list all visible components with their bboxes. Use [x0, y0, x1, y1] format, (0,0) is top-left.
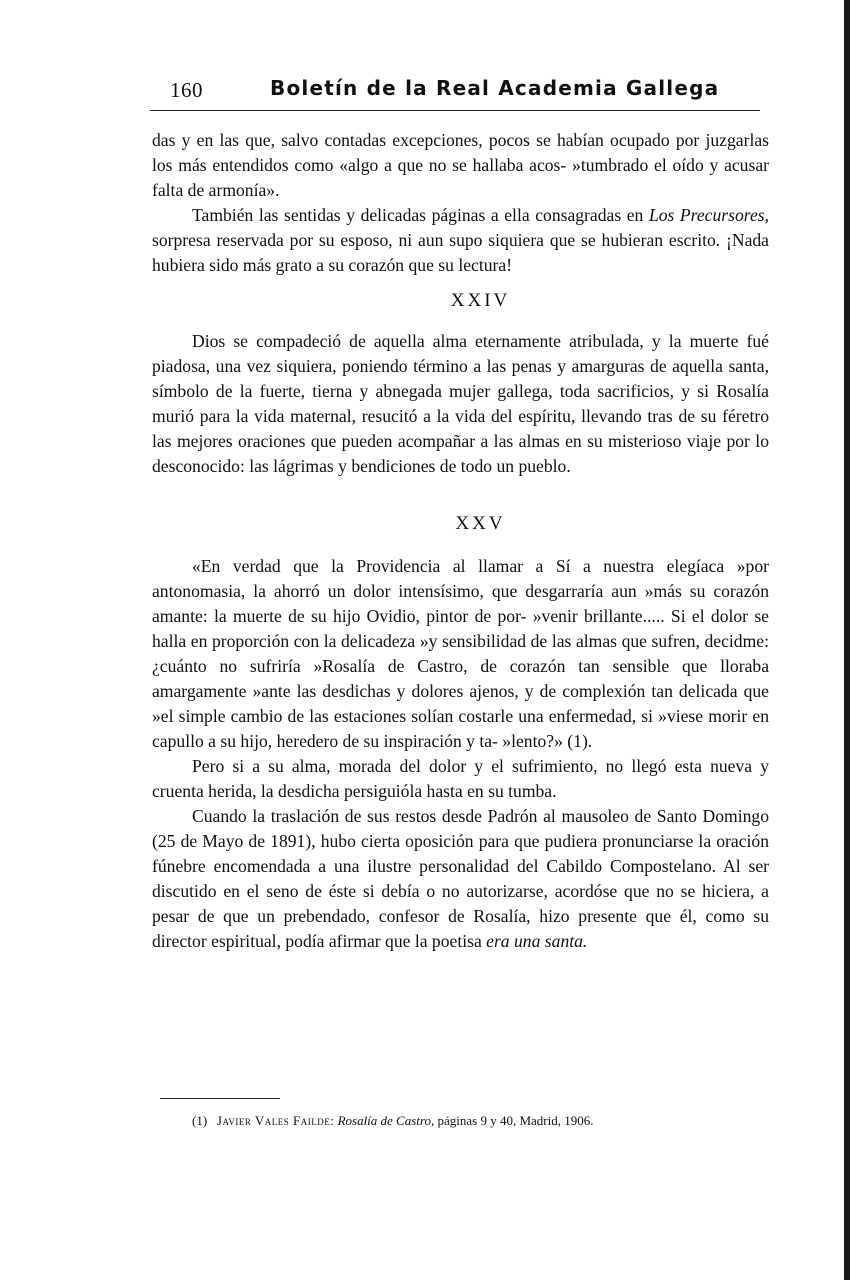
paragraph-text: Cuando la traslación de sus restos desde Padrón al mausoleo de Santo Domingo (25 de Mayo de 1891), hubo cierta oposición para que pudiera pronunciarse la oración fúnebre encomendada a una ilustre personalidad del Cabildo Compostelano. Al ser discutido en el seno de éste si debía o no autorizarse, acordóse que no se hiciera, a pesar de que un prebendado, confesor de Rosalía, hizo presente que él, como su director espiritual, podía afirmar que la poetisa — [152, 806, 769, 951]
paragraph-text: sorpresa reservada por su esposo, ni aun supo siquiera que se hubieran escrito. ¡Nada hubiera sido más grato a su corazón que su lectura! — [152, 230, 769, 275]
footnote-details: páginas 9 y 40, Madrid, 1906. — [437, 1113, 594, 1128]
page-number: 160 — [170, 78, 203, 102]
paragraph-quotation: «En verdad que la Providencia al llamar a Sí a nuestra elegíaca »por antonomasia, la ahorró un dolor intensísimo, que desgarraría aun »más su corazón amante: la muerte de su hijo Ovidio, pintor de por- »venir brillante..... Si el dolor se halla en proporción con la delicadeza »y sensibilidad de las almas que sufren, decidme: ¿cuánto no sufriría »Rosalía de Castro, de corazón tan sensible que lloraba amargamente »ante las desdichas y dolores ajenos, y de complexión tan delicada que »el simple cambio de las estaciones solían costarle una enfermedad, si »viese morir en capullo a su hijo, heredero de su inspiración y ta- »lento?» (1). — [152, 556, 769, 751]
footnote — [192, 1112, 752, 1130]
page-header — [150, 72, 760, 112]
paragraph-death: Dios se compadeció de aquella alma eternamente atribulada, y la muerte fué piadosa, una vez siquiera, poniendo término a las penas y amarguras de aquella santa, símbolo de la fuerte, tierna y abnegada mujer gallega, toda sacrificios, y si Rosalía murió para la vida maternal, resucitó a la vida del espíritu, llevando tras de su féretro las mejores oraciones que pueden acompañar a las almas en su misterioso viaje por lo desconocido: las lágrimas y bendiciones de todo un pueblo. — [152, 331, 769, 476]
paragraph-precursores — [152, 203, 769, 278]
section-heading-xxiv: XXIV — [450, 290, 511, 311]
header-rule — [150, 110, 760, 111]
footnote-marker: (1) — [192, 1113, 208, 1128]
page-edge — [844, 0, 850, 1280]
footnote-title: Rosalía de Castro, — [337, 1113, 435, 1128]
emphasis-text: era una santa. — [486, 931, 588, 951]
running-title: Boletín de la Real Academia Gallega — [270, 76, 720, 100]
book-title: Los Precursores, — [648, 205, 770, 225]
paragraph-translation — [152, 804, 769, 954]
footnote-author: Javier Vales Failde: — [216, 1113, 335, 1128]
paragraph-tomb: Pero si a su alma, morada del dolor y el sufrimiento, no llegó esta nueva y cruenta herida, la desdicha persiguióla hasta en su tumba. — [152, 756, 769, 801]
section-heading-xxv: XXV — [455, 513, 506, 534]
footnote-rule — [160, 1098, 280, 1099]
paragraph-text: También las sentidas y delicadas páginas a ella consagradas en — [192, 205, 649, 225]
body-text — [152, 128, 769, 954]
paragraph-continuation: das y en las que, salvo contadas excepciones, pocos se habían ocupado por juzgarlas los más entendidos como «algo a que no se hallaba acos- »tumbrado el oído y acusar falta de armonía». — [152, 130, 769, 200]
